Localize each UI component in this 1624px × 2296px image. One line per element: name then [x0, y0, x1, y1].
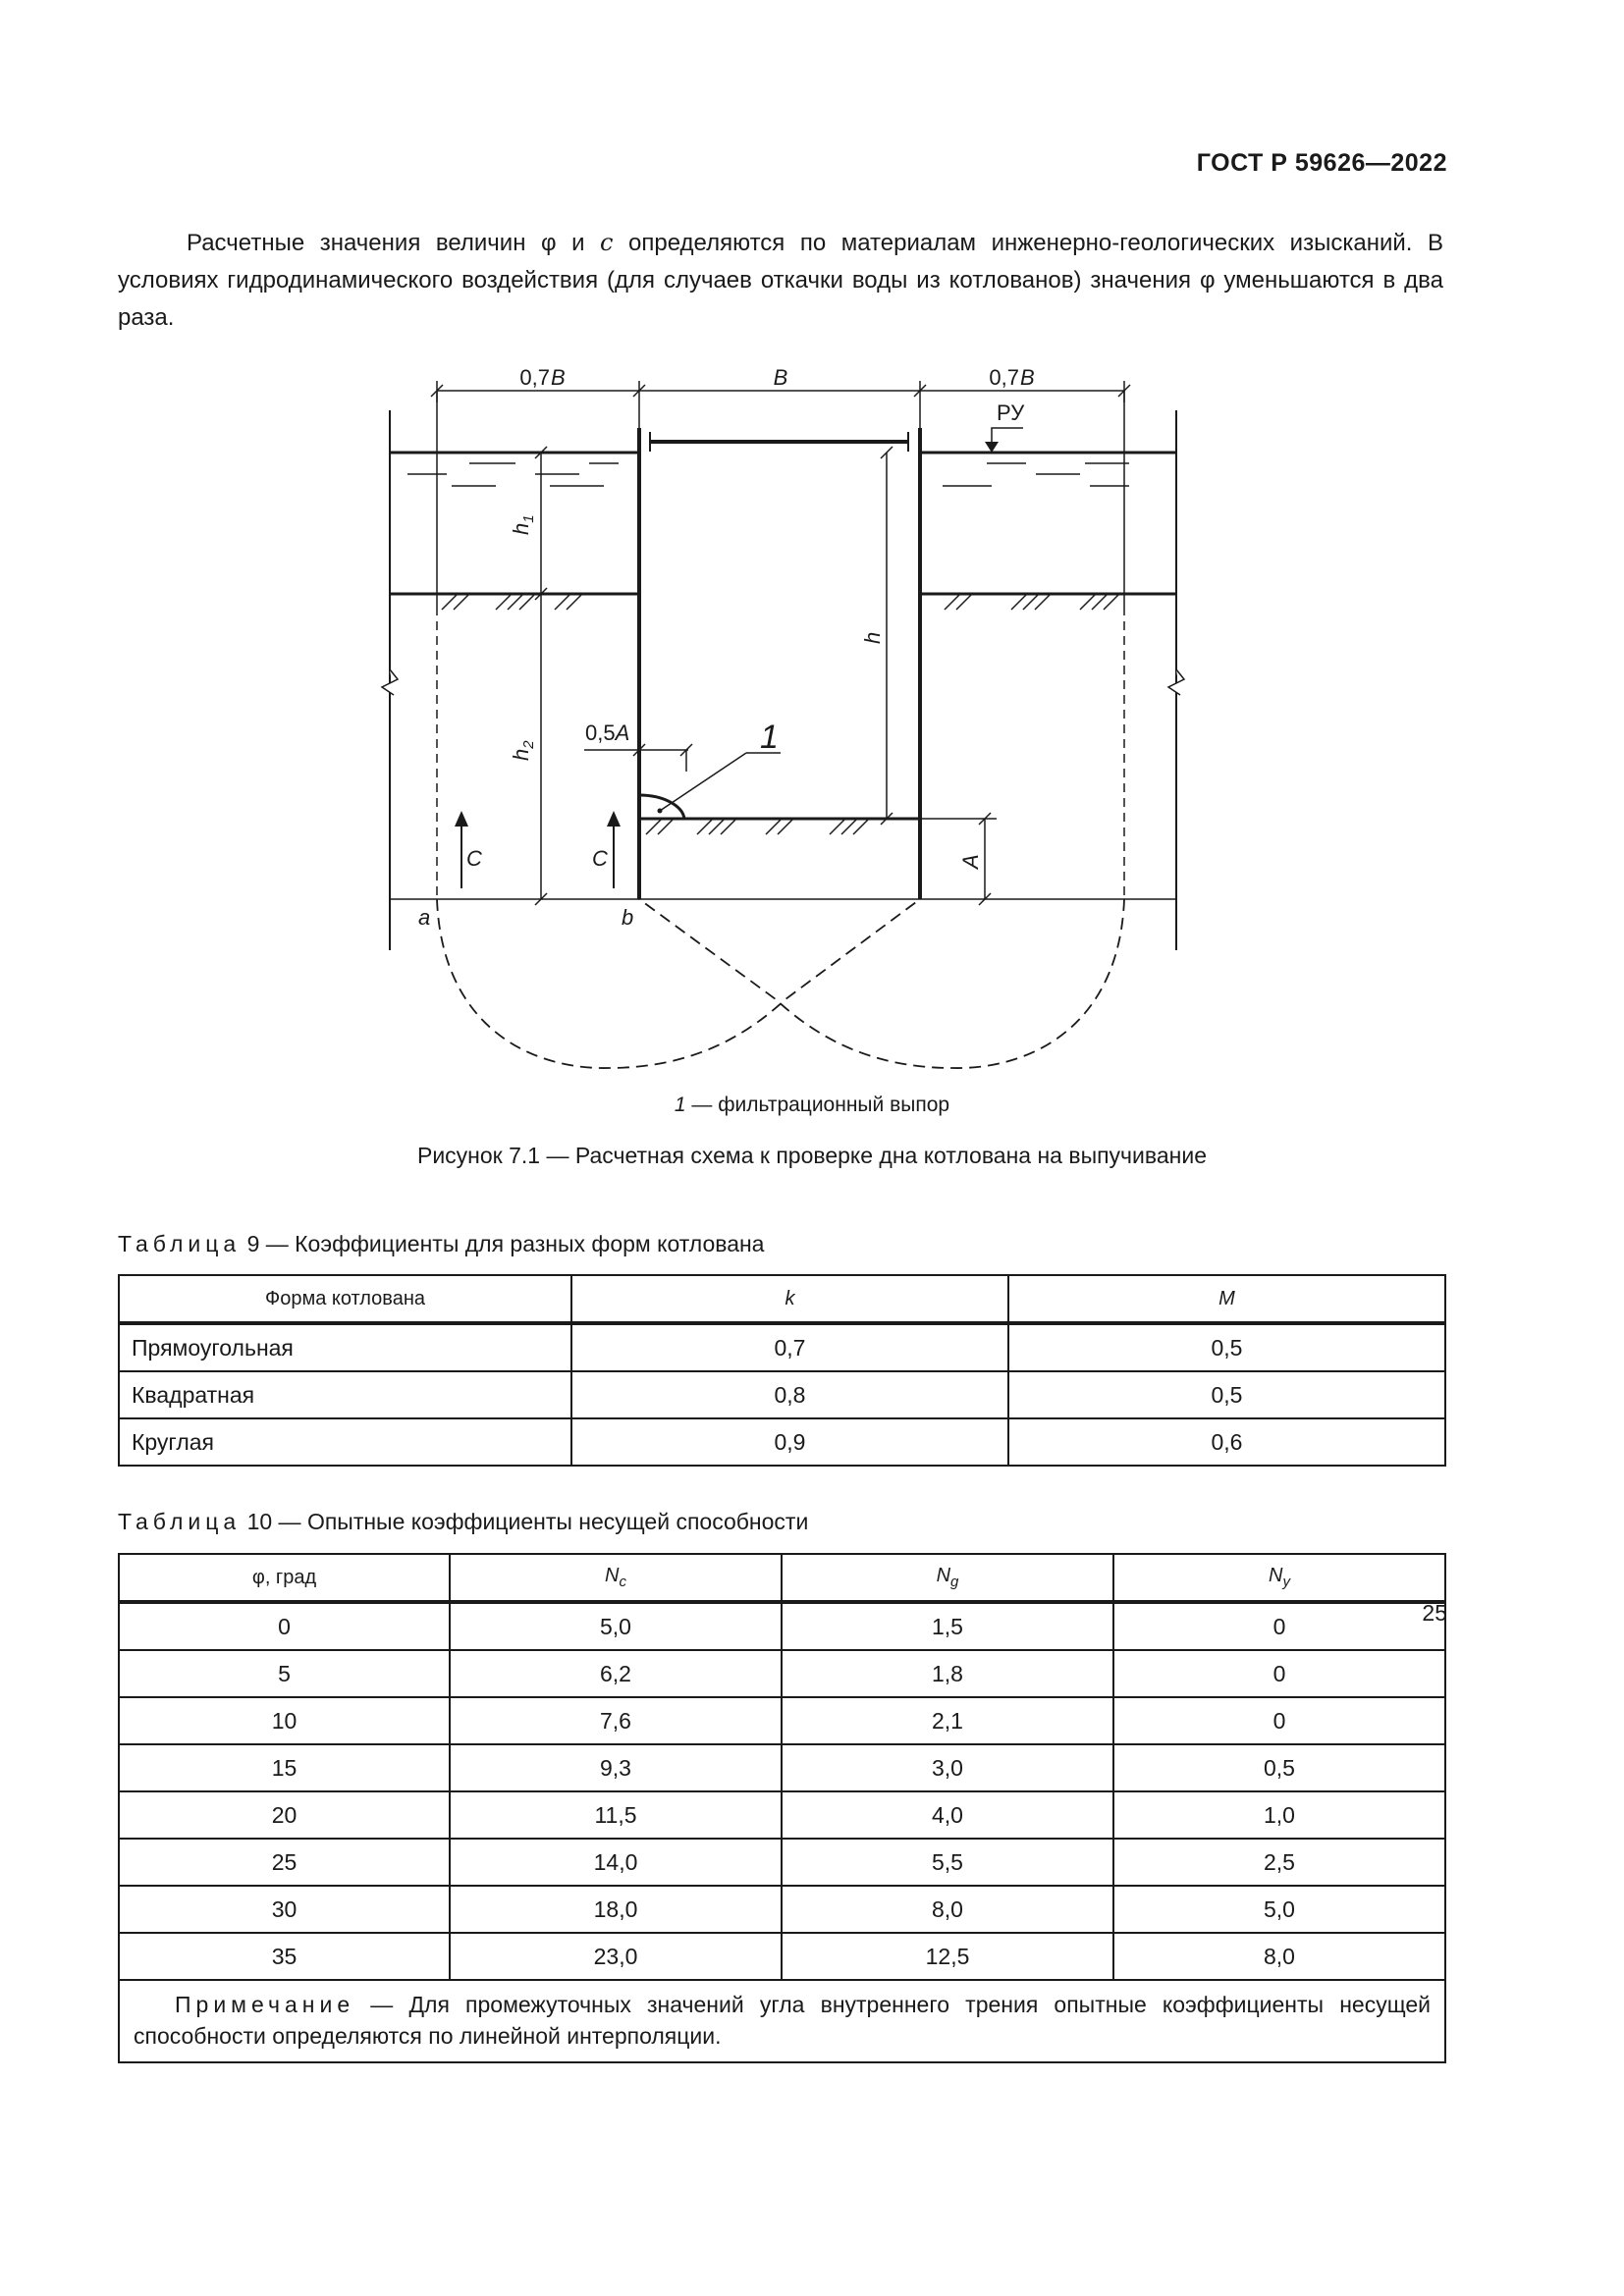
table-cell: 5 — [119, 1650, 450, 1697]
point-a-label: a — [418, 905, 431, 930]
table-header-cell: k — [571, 1275, 1008, 1323]
table10-title: Таблица 10 — Опытные коэффициенты несущей способности — [118, 1509, 809, 1534]
table-cell: 4,0 — [782, 1791, 1113, 1839]
table-cell: 18,0 — [450, 1886, 782, 1933]
half-a-label: 0,5A — [585, 721, 630, 745]
table-row — [119, 1933, 1445, 1980]
callout-number: 1 — [760, 719, 779, 756]
table-cell: 0,7 — [571, 1323, 1008, 1371]
table-header-cell: $N_c$ — [450, 1554, 782, 1602]
table-header-row — [119, 1554, 1445, 1602]
table-row — [119, 1791, 1445, 1839]
table-note: Примечание — Для промежуточных значений угла внутреннего трения опытные коэффициенты несущей способности определяются по линейной интерполяции. — [119, 1980, 1445, 2062]
document-code: ГОСТ Р 59626—2022 — [1196, 149, 1447, 177]
table-cell: 35 — [119, 1933, 450, 1980]
intro-paragraph: Расчетные значения величин φ и c определяются по материалам инженерно-геологических изысканий. В условиях гидродинамического воздействия (для случаев откачки воды из котлованов) значения φ уменьшаются в два раза. — [118, 229, 1443, 331]
water-level-label: РУ — [997, 400, 1025, 425]
table-cell: 11,5 — [450, 1791, 782, 1839]
callout-leader — [660, 753, 746, 811]
h1-label: $h_1$ — [509, 514, 537, 535]
table-cell: 0 — [119, 1602, 450, 1650]
figure-legend: 1 — фильтрационный выпор — [674, 1094, 950, 1116]
table-cell: 0,5 — [1008, 1323, 1445, 1371]
table-cell: 9,3 — [450, 1744, 782, 1791]
table-cell: 12,5 — [782, 1933, 1113, 1980]
table-row — [119, 1839, 1445, 1886]
ground-hatching — [442, 595, 1118, 610]
table-cell: 1,8 — [782, 1650, 1113, 1697]
table-cell: 1,5 — [782, 1602, 1113, 1650]
table-cell: Квадратная — [119, 1371, 571, 1418]
dim-right-b: B — [1020, 365, 1035, 390]
page-number: 25 — [1422, 1600, 1447, 1626]
figure-caption: Рисунок 7.1 — Расчетная схема к проверке дна котлована на выпучивание — [416, 1143, 1207, 1168]
table-cell: 5,5 — [782, 1839, 1113, 1886]
table-cell: 30 — [119, 1886, 450, 1933]
table-row — [119, 1602, 1445, 1650]
table-cell: 0,8 — [571, 1371, 1008, 1418]
table-cell: 2,5 — [1113, 1839, 1445, 1886]
table-header-cell: φ, град — [119, 1554, 450, 1602]
table-cell: 15 — [119, 1744, 450, 1791]
table-header-cell: Форма котлована — [119, 1275, 571, 1323]
table-row — [119, 1371, 1445, 1418]
water-dashes — [407, 463, 1129, 486]
dim-right-label: 0,7 — [989, 365, 1019, 390]
point-b-label: b — [622, 905, 634, 930]
table-cell: Круглая — [119, 1418, 571, 1466]
h2-label: $h_2$ — [509, 740, 537, 761]
table9 — [118, 1274, 1446, 1467]
table-cell: 6,2 — [450, 1650, 782, 1697]
table-row — [119, 1697, 1445, 1744]
table-header-cell: M — [1008, 1275, 1445, 1323]
dim-left-b: B — [551, 365, 566, 390]
outer-borders — [390, 410, 1176, 950]
table-header-row — [119, 1275, 1445, 1323]
table-row — [119, 1886, 1445, 1933]
table-cell: 23,0 — [450, 1933, 782, 1980]
table-header-cell: $N_y$ — [1113, 1554, 1445, 1602]
table-row — [119, 1418, 1445, 1466]
table-cell: 0 — [1113, 1650, 1445, 1697]
table9-title: Таблица 9 — Коэффициенты для разных форм котлована — [118, 1231, 765, 1256]
table-cell: 0,6 — [1008, 1418, 1445, 1466]
c-left-label: C — [466, 846, 482, 871]
h-label: h — [860, 631, 885, 644]
A-label: A — [958, 854, 983, 869]
table-cell: 14,0 — [450, 1839, 782, 1886]
table-cell: 2,1 — [782, 1697, 1113, 1744]
table-header-cell: $N_g$ — [782, 1554, 1113, 1602]
table-cell: 0,5 — [1113, 1744, 1445, 1791]
sliding-surfaces — [437, 899, 1124, 1068]
table-cell: 0,5 — [1008, 1371, 1445, 1418]
table-cell: 25 — [119, 1839, 450, 1886]
table-cell: 5,0 — [1113, 1886, 1445, 1933]
table-cell: 3,0 — [782, 1744, 1113, 1791]
dim-left-label: 0,7 — [519, 365, 550, 390]
table10 — [118, 1553, 1446, 2063]
table-row — [119, 1323, 1445, 1371]
strut — [650, 432, 908, 452]
table-cell: 0 — [1113, 1602, 1445, 1650]
table-cell: 1,0 — [1113, 1791, 1445, 1839]
bottom-hatching — [646, 820, 868, 834]
table-cell: 8,0 — [1113, 1933, 1445, 1980]
table-cell: 7,6 — [450, 1697, 782, 1744]
c-center-label: C — [592, 846, 608, 871]
retaining-walls — [639, 428, 920, 899]
dim-center-label: B — [773, 365, 788, 390]
table-note-row — [119, 1980, 1445, 2062]
table-cell: 20 — [119, 1791, 450, 1839]
table-row — [119, 1650, 1445, 1697]
table-cell: Прямоугольная — [119, 1323, 571, 1371]
table-cell: 10 — [119, 1697, 450, 1744]
table-cell: 0,9 — [571, 1418, 1008, 1466]
table-cell: 0 — [1113, 1697, 1445, 1744]
table-cell: 5,0 — [450, 1602, 782, 1650]
table-cell: 8,0 — [782, 1886, 1113, 1933]
table-row — [119, 1744, 1445, 1791]
